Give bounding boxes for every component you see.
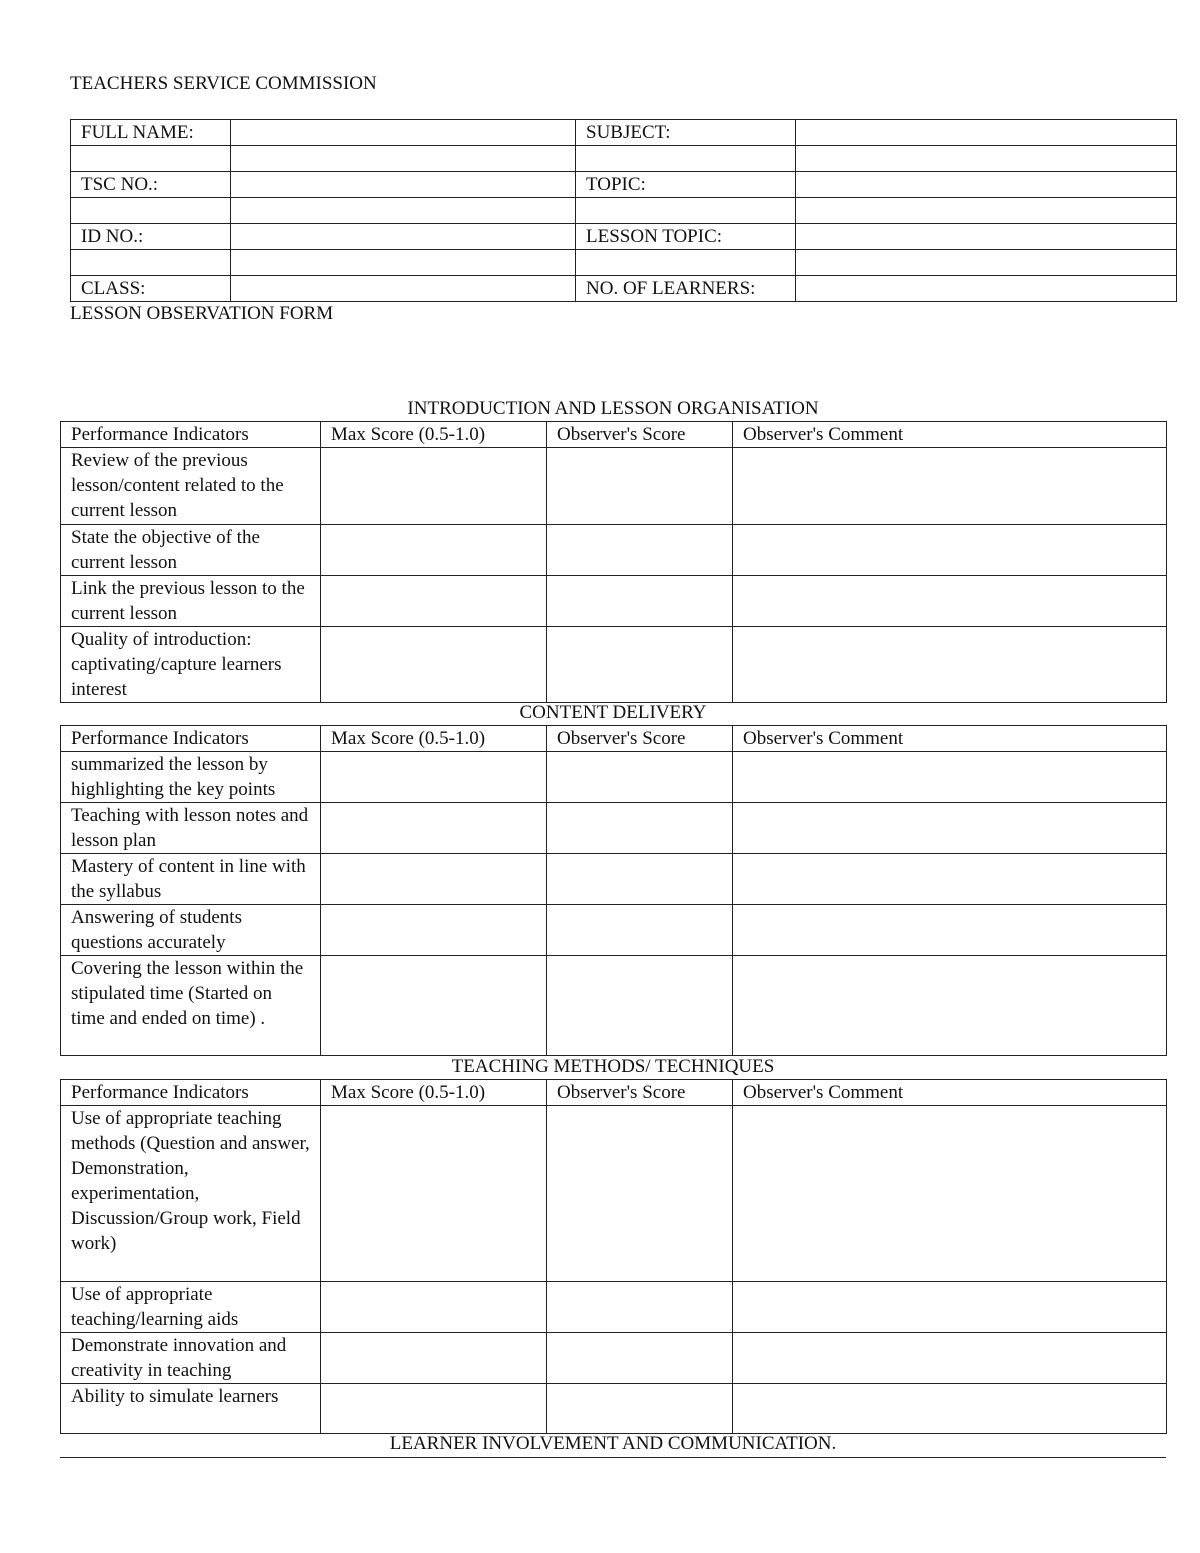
table-row xyxy=(61,1106,1167,1282)
info-field[interactable] xyxy=(231,198,576,224)
table-row xyxy=(61,627,1167,703)
max-score-cell[interactable] xyxy=(321,854,547,905)
info-label: LESSON TOPIC: xyxy=(576,224,796,250)
observer-score-cell[interactable] xyxy=(547,1384,733,1434)
indicator-text: Link the previous lesson to the current lesson xyxy=(61,576,321,627)
subject-field[interactable] xyxy=(796,120,1177,146)
table-row xyxy=(61,854,1167,905)
full-name-field[interactable] xyxy=(231,120,576,146)
section-title: LEARNER INVOLVEMENT AND COMMUNICATION. xyxy=(389,1433,837,1454)
indicator-text: Use of appropriate teaching/learning aids xyxy=(61,1282,321,1333)
observer-score-cell[interactable] xyxy=(547,956,733,1056)
section-title: TEACHING METHODS/ TECHNIQUES xyxy=(451,1056,775,1077)
info-field[interactable] xyxy=(796,198,1177,224)
column-header-row xyxy=(61,726,1167,752)
info-label: TOPIC: xyxy=(576,172,796,198)
info-label: CLASS: xyxy=(71,276,231,302)
info-row xyxy=(71,250,1177,276)
indicator-text: Covering the lesson within the stipulated time (Started on time and ended on time) . xyxy=(61,956,321,1056)
indicator-text: summarized the lesson by highlighting the key points xyxy=(61,752,321,803)
observer-comment-cell[interactable] xyxy=(733,627,1167,703)
info-label: FULL NAME: xyxy=(71,120,231,146)
column-header: Performance Indicators xyxy=(61,422,321,448)
observer-score-cell[interactable] xyxy=(547,1282,733,1333)
observer-comment-cell[interactable] xyxy=(733,803,1167,854)
info-label xyxy=(576,198,796,224)
teacher-info-table xyxy=(70,119,1177,302)
observer-score-cell[interactable] xyxy=(547,1333,733,1384)
info-field[interactable] xyxy=(231,146,576,172)
indicator-text: State the objective of the current lesson xyxy=(61,525,321,576)
observer-comment-cell[interactable] xyxy=(733,448,1167,525)
column-header: Observer's Comment xyxy=(733,422,1167,448)
max-score-cell[interactable] xyxy=(321,956,547,1056)
column-header: Max Score (0.5-1.0) xyxy=(321,422,547,448)
observer-score-cell[interactable] xyxy=(547,525,733,576)
indicator-text: Review of the previous lesson/content related to the current lesson xyxy=(61,448,321,525)
observation-table xyxy=(60,421,1167,703)
table-row xyxy=(61,905,1167,956)
observer-comment-cell[interactable] xyxy=(733,905,1167,956)
table-row xyxy=(61,448,1167,525)
info-label xyxy=(576,146,796,172)
section-title: CONTENT DELIVERY xyxy=(519,702,707,723)
info-row xyxy=(71,224,1177,250)
table-row xyxy=(61,956,1167,1056)
column-header: Max Score (0.5-1.0) xyxy=(321,1080,547,1106)
indicator-text: Teaching with lesson notes and lesson plan xyxy=(61,803,321,854)
info-row xyxy=(71,120,1177,146)
section-content-delivery xyxy=(60,701,1166,1056)
column-header: Max Score (0.5-1.0) xyxy=(321,726,547,752)
observer-score-cell[interactable] xyxy=(547,1106,733,1282)
table-row xyxy=(61,576,1167,627)
column-header-row xyxy=(61,1080,1167,1106)
table-row xyxy=(61,1282,1167,1333)
section-teaching-methods xyxy=(60,1055,1166,1434)
column-header: Observer's Comment xyxy=(733,1080,1167,1106)
section-introduction xyxy=(60,397,1166,703)
table-row xyxy=(61,525,1167,576)
lesson-topic-field[interactable] xyxy=(796,224,1177,250)
observer-score-cell[interactable] xyxy=(547,627,733,703)
indicator-text: Ability to simulate learners xyxy=(61,1384,321,1434)
info-label xyxy=(576,250,796,276)
table-row xyxy=(61,803,1167,854)
info-label: NO. OF LEARNERS: xyxy=(576,276,796,302)
observer-score-cell[interactable] xyxy=(547,854,733,905)
info-field[interactable] xyxy=(231,250,576,276)
max-score-cell[interactable] xyxy=(321,803,547,854)
info-field[interactable] xyxy=(796,146,1177,172)
max-score-cell[interactable] xyxy=(321,1384,547,1434)
observer-score-cell[interactable] xyxy=(547,905,733,956)
observation-table xyxy=(60,725,1167,1056)
info-label: ID NO.: xyxy=(71,224,231,250)
observer-comment-cell[interactable] xyxy=(733,576,1167,627)
table-row xyxy=(61,1384,1167,1434)
document-title: TEACHERS SERVICE COMMISSION xyxy=(70,73,377,94)
section-title: INTRODUCTION AND LESSON ORGANISATION xyxy=(407,398,819,419)
info-label: TSC NO.: xyxy=(71,172,231,198)
max-score-cell[interactable] xyxy=(321,448,547,525)
observer-score-cell[interactable] xyxy=(547,576,733,627)
observer-comment-cell[interactable] xyxy=(733,956,1167,1056)
info-row xyxy=(71,172,1177,198)
observer-comment-cell[interactable] xyxy=(733,1282,1167,1333)
max-score-cell[interactable] xyxy=(321,1282,547,1333)
info-row xyxy=(71,146,1177,172)
indicator-text: Demonstrate innovation and creativity in teaching xyxy=(61,1333,321,1384)
indicator-text: Mastery of content in line with the syllabus xyxy=(61,854,321,905)
info-label xyxy=(71,146,231,172)
no-of-learners-field[interactable] xyxy=(796,276,1177,302)
observer-comment-cell[interactable] xyxy=(733,525,1167,576)
observer-score-cell[interactable] xyxy=(547,803,733,854)
column-header: Performance Indicators xyxy=(61,726,321,752)
column-header: Observer's Score xyxy=(547,726,733,752)
table-row xyxy=(61,1333,1167,1384)
id-no-field[interactable] xyxy=(231,224,576,250)
observer-comment-cell[interactable] xyxy=(733,1106,1167,1282)
topic-field[interactable] xyxy=(796,172,1177,198)
max-score-cell[interactable] xyxy=(321,525,547,576)
max-score-cell[interactable] xyxy=(321,905,547,956)
observer-score-cell[interactable] xyxy=(547,752,733,803)
class-field[interactable] xyxy=(231,276,576,302)
indicator-text: Quality of introduction: captivating/capture learners interest xyxy=(61,627,321,703)
info-label xyxy=(71,250,231,276)
observer-score-cell[interactable] xyxy=(547,448,733,525)
column-header: Observer's Comment xyxy=(733,726,1167,752)
tsc-no-field[interactable] xyxy=(231,172,576,198)
info-label: SUBJECT: xyxy=(576,120,796,146)
max-score-cell[interactable] xyxy=(321,752,547,803)
info-row xyxy=(71,198,1177,224)
max-score-cell[interactable] xyxy=(321,576,547,627)
section-divider xyxy=(60,1457,1166,1458)
observer-comment-cell[interactable] xyxy=(733,854,1167,905)
info-label xyxy=(71,198,231,224)
observer-comment-cell[interactable] xyxy=(733,752,1167,803)
observer-comment-cell[interactable] xyxy=(733,1333,1167,1384)
observation-table xyxy=(60,1079,1167,1434)
info-field[interactable] xyxy=(796,250,1177,276)
column-header-row xyxy=(61,422,1167,448)
form-title: LESSON OBSERVATION FORM xyxy=(70,303,334,324)
max-score-cell[interactable] xyxy=(321,627,547,703)
info-row xyxy=(71,276,1177,302)
max-score-cell[interactable] xyxy=(321,1333,547,1384)
indicator-text: Use of appropriate teaching methods (Question and answer, Demonstration, experimentation, Discussion/Group work, Field work) xyxy=(61,1106,321,1282)
indicator-text: Answering of students questions accurately xyxy=(61,905,321,956)
observer-comment-cell[interactable] xyxy=(733,1384,1167,1434)
column-header: Performance Indicators xyxy=(61,1080,321,1106)
column-header: Observer's Score xyxy=(547,1080,733,1106)
column-header: Observer's Score xyxy=(547,422,733,448)
table-row xyxy=(61,752,1167,803)
max-score-cell[interactable] xyxy=(321,1106,547,1282)
